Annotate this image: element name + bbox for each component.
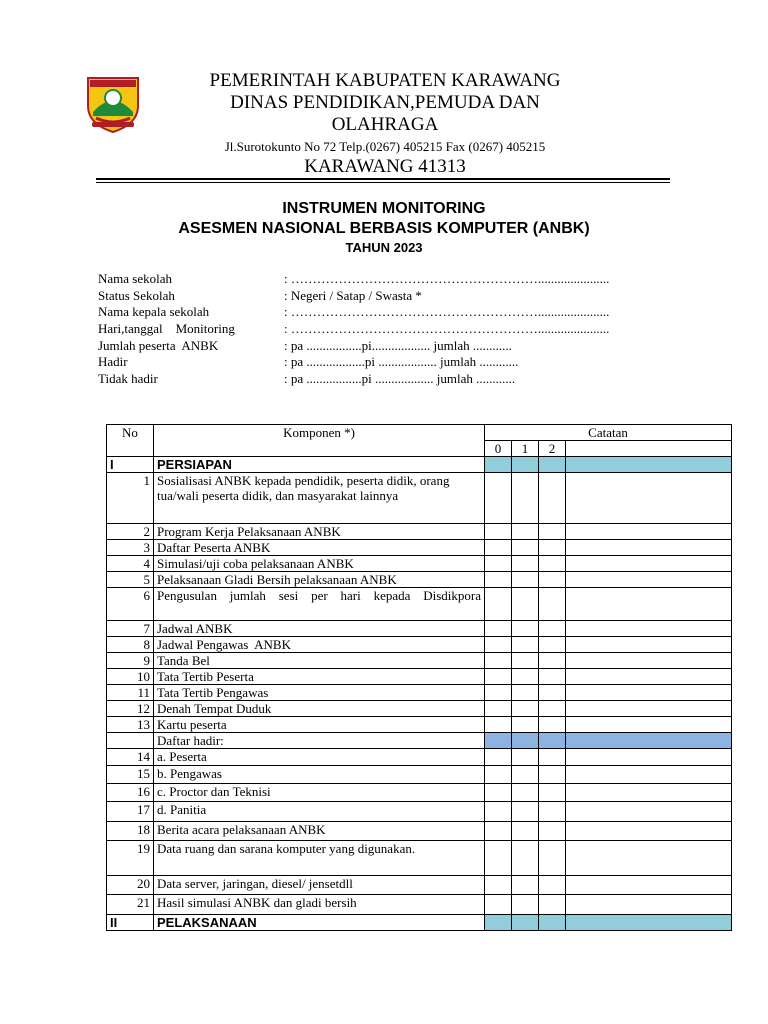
notes-cell[interactable] <box>566 524 732 540</box>
score-cell[interactable] <box>512 540 539 556</box>
row-component: Kartu peserta <box>154 717 485 733</box>
header-komponen: Komponen *) <box>154 425 485 457</box>
notes-cell[interactable] <box>566 895 732 915</box>
row-component: c. Proctor dan Teknisi <box>154 784 485 802</box>
notes-cell[interactable] <box>566 653 732 669</box>
score-cell[interactable] <box>539 701 566 717</box>
letterhead-line1: PEMERINTAH KABUPATEN KARAWANG <box>209 70 561 91</box>
score-cell[interactable] <box>512 669 539 685</box>
section-number: I <box>107 457 154 473</box>
score-cell[interactable] <box>485 685 512 701</box>
monitoring-table <box>106 424 732 931</box>
notes-cell[interactable] <box>566 749 732 766</box>
score-cell[interactable] <box>485 822 512 841</box>
table-row <box>107 540 732 556</box>
info-label: Hari,tanggal Monitoring <box>98 321 235 337</box>
score-cell[interactable] <box>512 717 539 733</box>
score-cell[interactable] <box>512 572 539 588</box>
row-number: 18 <box>107 822 154 841</box>
score-cell[interactable] <box>512 915 539 931</box>
score-cell[interactable] <box>539 841 566 876</box>
letterhead-rule-thin <box>96 182 670 183</box>
score-cell[interactable] <box>512 822 539 841</box>
score-cell[interactable] <box>485 473 512 524</box>
table-row <box>107 802 732 822</box>
section-number: II <box>107 915 154 931</box>
score-cell[interactable] <box>539 685 566 701</box>
table-row <box>107 895 732 915</box>
table-row <box>107 685 732 701</box>
info-label: Status Sekolah <box>98 287 175 303</box>
doc-title-line2: ASESMEN NASIONAL BERBASIS KOMPUTER (ANBK) <box>178 220 590 237</box>
score-cell[interactable] <box>512 653 539 669</box>
score-cell[interactable] <box>512 876 539 895</box>
score-cell[interactable] <box>485 915 512 931</box>
score-cell[interactable] <box>512 749 539 766</box>
row-component: Daftar Peserta ANBK <box>154 540 485 556</box>
score-header-0: 0 <box>485 441 512 457</box>
notes-cell[interactable] <box>566 637 732 653</box>
notes-cell[interactable] <box>566 802 732 822</box>
letterhead-line2: DINAS PENDIDIKAN,PEMUDA DAN <box>230 92 540 113</box>
emblem-icon <box>84 72 142 134</box>
notes-cell[interactable] <box>566 766 732 784</box>
score-cell[interactable] <box>485 653 512 669</box>
score-cell[interactable] <box>512 473 539 524</box>
table-row <box>107 572 732 588</box>
notes-header <box>566 441 732 457</box>
score-cell[interactable] <box>512 621 539 637</box>
score-cell[interactable] <box>485 637 512 653</box>
row-number: 1 <box>107 473 154 524</box>
row-component: Pelaksanaan Gladi Bersih pelaksanaan ANBK <box>154 572 485 588</box>
score-cell[interactable] <box>539 540 566 556</box>
notes-cell[interactable] <box>566 876 732 895</box>
row-number: 14 <box>107 749 154 766</box>
score-cell[interactable] <box>485 588 512 621</box>
score-cell[interactable] <box>539 669 566 685</box>
score-cell[interactable] <box>539 572 566 588</box>
notes-cell[interactable] <box>566 473 732 524</box>
table-row <box>107 653 732 669</box>
info-value: : …………………………………………………...................... <box>284 304 610 320</box>
kabupaten-karawang-logo <box>84 72 142 134</box>
score-cell[interactable] <box>539 733 566 749</box>
row-component: Jadwal Pengawas ANBK <box>154 637 485 653</box>
notes-cell[interactable] <box>566 685 732 701</box>
score-cell[interactable] <box>539 524 566 540</box>
row-component: Jadwal ANBK <box>154 621 485 637</box>
info-label: Nama kepala sekolah <box>98 304 210 320</box>
score-cell[interactable] <box>539 876 566 895</box>
score-cell[interactable] <box>485 717 512 733</box>
score-cell[interactable] <box>539 473 566 524</box>
score-cell[interactable] <box>485 524 512 540</box>
row-number: 15 <box>107 766 154 784</box>
row-component: Berita acara pelaksanaan ANBK <box>154 822 485 841</box>
letterhead-rule-thick <box>96 178 670 180</box>
score-cell[interactable] <box>485 457 512 473</box>
score-cell[interactable] <box>512 588 539 621</box>
row-number: 20 <box>107 876 154 895</box>
notes-cell[interactable] <box>566 784 732 802</box>
score-cell[interactable] <box>512 766 539 784</box>
score-cell[interactable] <box>539 717 566 733</box>
score-cell[interactable] <box>512 701 539 717</box>
notes-cell[interactable] <box>566 621 732 637</box>
info-label: Tidak hadir <box>98 371 158 387</box>
notes-cell[interactable] <box>566 822 732 841</box>
score-cell[interactable] <box>539 637 566 653</box>
row-number <box>107 733 154 749</box>
score-cell[interactable] <box>539 802 566 822</box>
score-cell[interactable] <box>485 802 512 822</box>
row-number: 7 <box>107 621 154 637</box>
doc-title-year: TAHUN 2023 <box>345 240 423 255</box>
score-cell[interactable] <box>539 556 566 572</box>
score-cell[interactable] <box>485 701 512 717</box>
score-cell[interactable] <box>485 669 512 685</box>
row-component: Hasil simulasi ANBK dan gladi bersih <box>154 895 485 915</box>
row-component: Denah Tempat Duduk <box>154 701 485 717</box>
row-number: 13 <box>107 717 154 733</box>
score-header-2: 2 <box>539 441 566 457</box>
score-cell[interactable] <box>512 556 539 572</box>
notes-cell[interactable] <box>566 540 732 556</box>
notes-cell[interactable] <box>566 701 732 717</box>
notes-cell[interactable] <box>566 717 732 733</box>
score-cell[interactable] <box>512 784 539 802</box>
table-row <box>107 556 732 572</box>
doc-title-line1: INSTRUMEN MONITORING <box>282 200 486 217</box>
header-catatan: Catatan <box>485 425 732 441</box>
row-component: Daftar hadir: <box>154 733 485 749</box>
row-number: 11 <box>107 685 154 701</box>
notes-cell[interactable] <box>566 841 732 876</box>
table-row <box>107 766 732 784</box>
table-row <box>107 717 732 733</box>
letterhead <box>150 70 620 178</box>
row-component: d. Panitia <box>154 802 485 822</box>
row-component: Tanda Bel <box>154 653 485 669</box>
info-label: Jumlah peserta ANBK <box>98 337 219 353</box>
score-cell[interactable] <box>512 841 539 876</box>
table-row <box>107 588 732 621</box>
table-row <box>107 621 732 637</box>
section-title: PERSIAPAN <box>154 457 485 473</box>
score-cell[interactable] <box>539 915 566 931</box>
row-number: 10 <box>107 669 154 685</box>
row-component: a. Peserta <box>154 749 485 766</box>
daftar-hadir-row <box>107 733 732 749</box>
notes-cell[interactable] <box>566 733 732 749</box>
section-row-pelaksanaan <box>107 915 732 931</box>
table-row <box>107 749 732 766</box>
notes-cell[interactable] <box>566 588 732 621</box>
info-value: : Negeri / Satap / Swasta * <box>284 287 422 303</box>
row-number: 12 <box>107 701 154 717</box>
table-row <box>107 473 732 524</box>
score-cell[interactable] <box>485 876 512 895</box>
score-cell[interactable] <box>485 784 512 802</box>
row-component: Tata Tertib Peserta <box>154 669 485 685</box>
table-row <box>107 524 732 540</box>
info-value: : …………………………………………………...................... <box>284 271 610 286</box>
section-title: PELAKSANAAN <box>154 915 485 931</box>
table-row <box>107 784 732 802</box>
score-cell[interactable] <box>485 556 512 572</box>
row-component: Program Kerja Pelaksanaan ANBK <box>154 524 485 540</box>
row-component: Simulasi/uji coba pelaksanaan ANBK <box>154 556 485 572</box>
table-row <box>107 822 732 841</box>
row-number: 16 <box>107 784 154 802</box>
score-cell[interactable] <box>539 784 566 802</box>
score-cell[interactable] <box>485 841 512 876</box>
notes-cell[interactable] <box>566 457 732 473</box>
row-number: 3 <box>107 540 154 556</box>
score-cell[interactable] <box>485 621 512 637</box>
notes-cell[interactable] <box>566 572 732 588</box>
table-row <box>107 669 732 685</box>
score-cell[interactable] <box>539 621 566 637</box>
notes-cell[interactable] <box>566 556 732 572</box>
info-value: : pa .................pi .................. jumlah ............ <box>284 371 516 387</box>
row-component: Data server, jaringan, diesel/ jensetdll <box>154 876 485 895</box>
info-label: Hadir <box>98 354 128 370</box>
score-cell[interactable] <box>539 822 566 841</box>
letterhead-line3: OLAHRAGA <box>331 114 439 135</box>
score-cell[interactable] <box>539 749 566 766</box>
info-value: : pa ..................pi .................. jumlah ............ <box>284 354 519 370</box>
score-cell[interactable] <box>485 540 512 556</box>
notes-cell[interactable] <box>566 669 732 685</box>
score-cell[interactable] <box>512 895 539 915</box>
row-component: Tata Tertib Pengawas <box>154 685 485 701</box>
table-header-row <box>107 425 732 441</box>
notes-cell[interactable] <box>566 915 732 931</box>
row-number: 19 <box>107 841 154 876</box>
score-header-1: 1 <box>512 441 539 457</box>
letterhead-address: Jl.Surotokunto No 72 Telp.(0267) 405215 Fax (0267) 405215 <box>224 139 546 154</box>
row-component: Sosialisasi ANBK kepada pendidik, peserta didik, orang tua/wali peserta didik, dan masyarakat lainnya <box>154 473 485 524</box>
row-number: 8 <box>107 637 154 653</box>
score-cell[interactable] <box>512 524 539 540</box>
header-no: No <box>107 425 154 457</box>
score-cell[interactable] <box>539 766 566 784</box>
table-row <box>107 637 732 653</box>
info-label: Nama sekolah <box>98 271 173 286</box>
row-number: 9 <box>107 653 154 669</box>
table-row <box>107 701 732 717</box>
score-cell[interactable] <box>512 457 539 473</box>
row-number: 5 <box>107 572 154 588</box>
letterhead-city: KARAWANG 41313 <box>304 156 466 177</box>
info-value: : …………………………………………………...................... <box>284 321 610 337</box>
row-number: 21 <box>107 895 154 915</box>
row-component: Data ruang dan sarana komputer yang digunakan. <box>154 841 485 876</box>
score-cell[interactable] <box>539 457 566 473</box>
score-cell[interactable] <box>512 802 539 822</box>
score-cell[interactable] <box>512 637 539 653</box>
row-number: 17 <box>107 802 154 822</box>
score-cell[interactable] <box>485 895 512 915</box>
row-component: b. Pengawas <box>154 766 485 784</box>
score-cell[interactable] <box>485 572 512 588</box>
table-row <box>107 841 732 876</box>
score-cell[interactable] <box>539 895 566 915</box>
score-cell[interactable] <box>485 766 512 784</box>
score-cell[interactable] <box>485 733 512 749</box>
score-cell[interactable] <box>485 749 512 766</box>
section-row-persiapan <box>107 457 732 473</box>
row-component: Pengusulan jumlah sesi per hari kepada Disdikpora <box>154 588 485 621</box>
row-number: 4 <box>107 556 154 572</box>
row-number: 6 <box>107 588 154 621</box>
score-cell[interactable] <box>512 733 539 749</box>
table-row <box>107 876 732 895</box>
score-cell[interactable] <box>539 653 566 669</box>
score-cell[interactable] <box>512 685 539 701</box>
row-number: 2 <box>107 524 154 540</box>
info-value: : pa .................pi.................. jumlah ............ <box>284 337 512 353</box>
score-cell[interactable] <box>539 588 566 621</box>
